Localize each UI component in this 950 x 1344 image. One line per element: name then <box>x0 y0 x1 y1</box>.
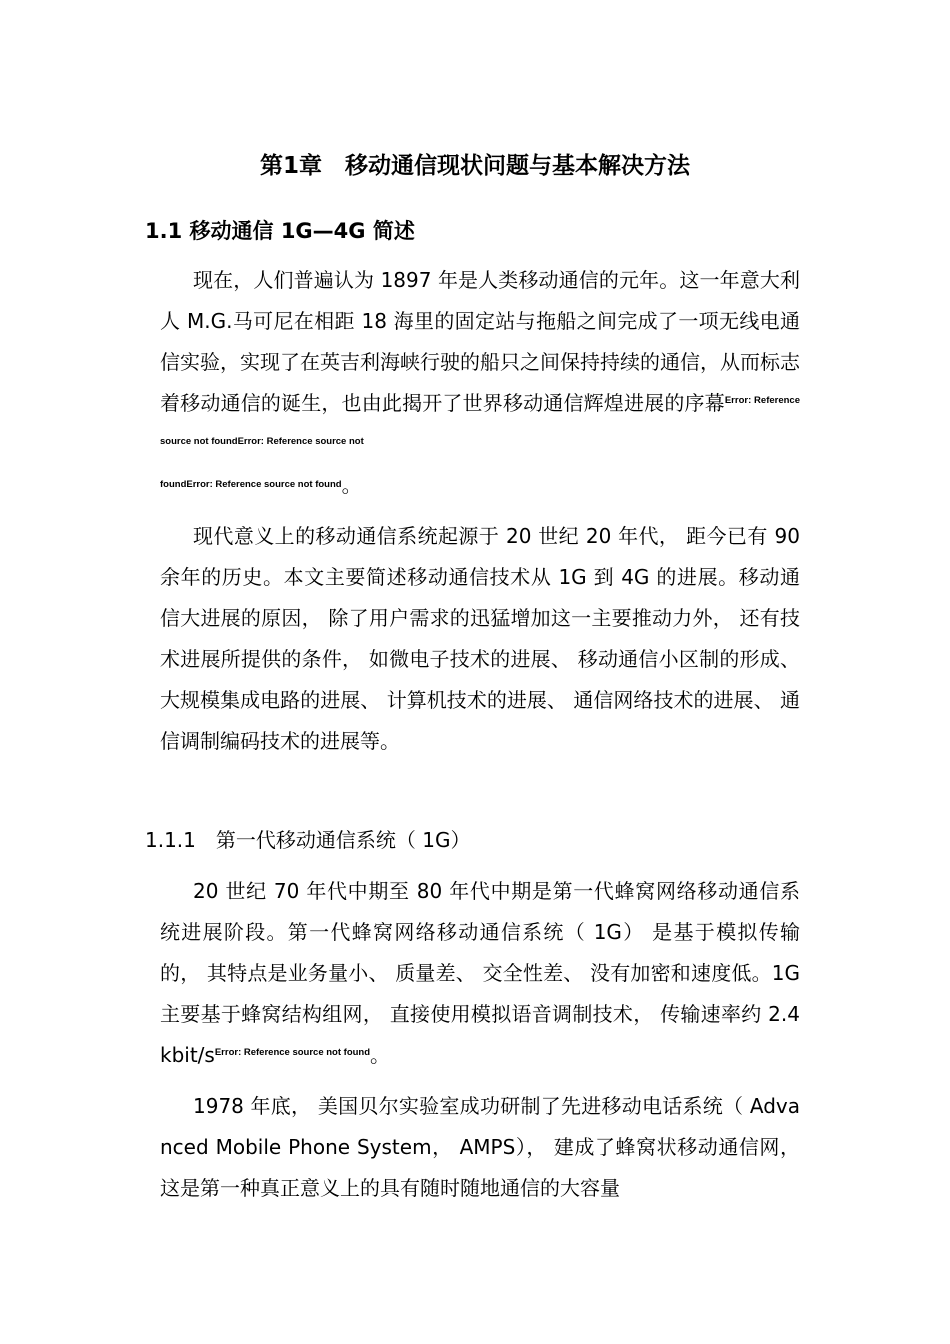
paragraph-3-end: 。 <box>370 1043 391 1067</box>
paragraph-1 <box>160 260 800 506</box>
paragraph-4 <box>160 1086 800 1209</box>
paragraph-2-text: 现代意义上的移动通信系统起源于 20 世纪 20 年代， 距今已有 90 余年的历史。本文主要简述移动通信技术从 1G 到 4G 的进展。移动通信大进展的原因， 除了用户需求的迅猛增加这一主要推动力外， 还有技术进展所提供的条件， 如微电子技术的进展、 移动通信小区制的形成、 大规模集成电路的进展、 计算机技术的进展、 通信网络技术的进展、 通信调制编码技术的进展等。 <box>160 524 800 753</box>
subsection-title: 1.1.1 第一代移动通信系统（ 1G） <box>145 828 471 852</box>
paragraph-3 <box>160 871 800 1076</box>
reference-error-inline: Error: Reference source not foundError: Reference source not <box>160 395 800 447</box>
reference-error-tail: foundError: Reference source not found <box>160 479 342 490</box>
reference-error: Error: Reference source not found <box>214 1047 371 1058</box>
paragraph-1-end: 。 <box>341 473 362 497</box>
reference-error-row <box>160 465 800 506</box>
paragraph-2 <box>160 516 800 762</box>
paragraph-1-text: 现在，人们普遍认为 1897 年是人类移动通信的元年。这一年意大利人 M.G.马可尼在相距 18 海里的固定站与拖船之间完成了一项无线电通信实验，实现了在英吉利海峡行驶的船只之间保持持续的通信，从而标志着移动通信的诞生，也由此揭开了世界移动通信辉煌进展的序幕 <box>160 268 800 415</box>
paragraph-4-text: 1978 年底， 美国贝尔实验室成功研制了先进移动电话系统（ Advanced Mobile Phone System， AMPS）， 建成了蜂窝状移动通信网， 这是第一种真正意义上的具有随时随地通信的大容量 <box>160 1094 800 1200</box>
section-title: 1.1 移动通信 1G—4G 简述 <box>145 219 415 243</box>
chapter-title: 第1章 移动通信现状问题与基本解决方法 <box>259 153 690 179</box>
paragraph-3-text: 20 世纪 70 年代中期至 80 年代中期是第一代蜂窝网络移动通信系统进展阶段。第一代蜂窝网络移动通信系统（ 1G） 是基于模拟传输的， 其特点是业务量小、 质量差、 交全性差、 没有加密和速度低。1G 主要基于蜂窝结构组网， 直接使用模拟语音调制技术， 传输速率约 2.4kbit/s <box>160 879 800 1067</box>
